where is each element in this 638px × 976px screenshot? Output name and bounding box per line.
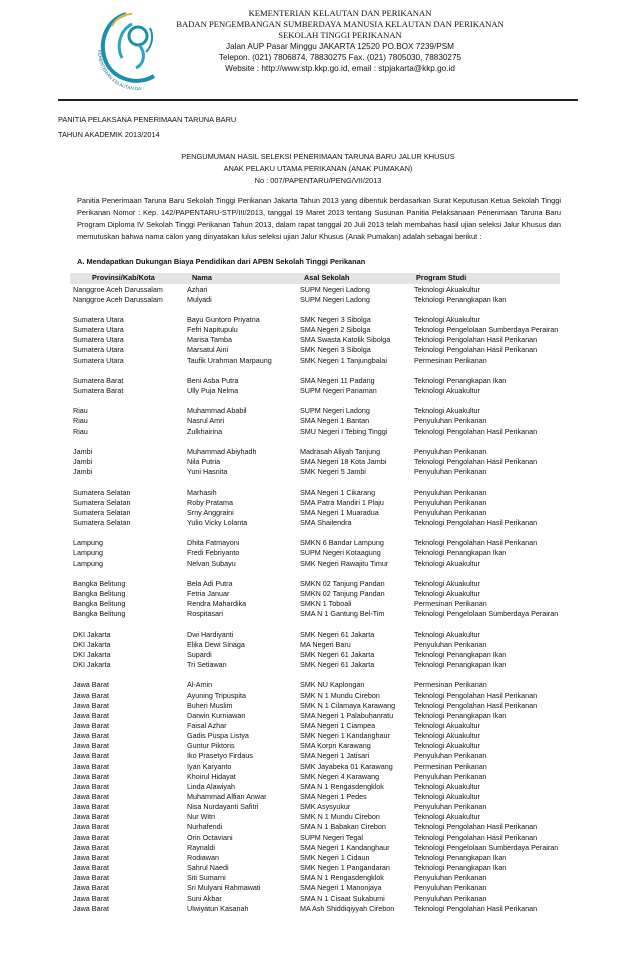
cell-provinsi: Bangka Belitung xyxy=(73,599,126,609)
cell-asal-sekolah: SMK Negeri 3 Sibolga xyxy=(300,314,371,324)
cell-provinsi: Sumatera Utara xyxy=(73,345,124,355)
cell-asal-sekolah: MA Negeri Baru xyxy=(300,639,351,649)
cell-nama: Siti Sumarni xyxy=(187,873,226,883)
cell-asal-sekolah: SMK Negeri 5 Jambi xyxy=(300,467,366,477)
cell-asal-sekolah: SMA Negeri 18 Kota Jambi xyxy=(300,457,387,466)
cell-program-studi: Teknologi Pengolahan Hasil Perikanan xyxy=(414,822,538,832)
cell-provinsi: Jawa Barat xyxy=(73,680,109,690)
cell-provinsi: Jawa Barat xyxy=(73,832,109,842)
cell-program-studi: Teknologi Penangkapan Ikan xyxy=(414,710,507,720)
cell-asal-sekolah: SMA N 1 Rengasdengklok xyxy=(300,781,384,791)
cell-nama: Azhari xyxy=(187,284,208,294)
cell-asal-sekolah: SMK N 1 Mundu Cirebon xyxy=(300,690,380,700)
cell-provinsi: Lampung xyxy=(73,548,103,558)
cell-nama: Sahrul Naedi xyxy=(187,863,229,872)
announcement-number: No : 007/PAPENTARU/PENG/VII/2013 xyxy=(254,176,382,185)
cell-program-studi: Teknologi Akuakultur xyxy=(414,792,480,801)
cell-provinsi: Jawa Barat xyxy=(73,873,109,883)
section-a-heading: A. Mendapatkan Dukungan Biaya Pendidikan dari APBN Sekolah Tinggi Perikanan xyxy=(77,257,366,266)
cell-asal-sekolah: SMA Negeri 1 Kandanghaur xyxy=(300,842,390,852)
cell-program-studi: Penyuluhan Perikanan xyxy=(414,416,487,426)
cell-provinsi: Sumatera Selatan xyxy=(73,487,131,497)
cell-program-studi: Teknologi Akuakultur xyxy=(414,589,480,598)
cell-nama: Fefri Napitupulu xyxy=(187,325,238,335)
cell-program-studi: Teknologi Pengolahan Hasil Perikanan xyxy=(414,426,538,436)
academic-year: TAHUN AKADEMIK 2013/2014 xyxy=(58,130,160,139)
cell-asal-sekolah: SMA Negeri 2 Sibolga xyxy=(300,325,371,335)
cell-nama: Rodiawan xyxy=(187,852,219,862)
cell-nama: Beni Asba Putra xyxy=(187,375,239,385)
cell-provinsi: DKI Jakarta xyxy=(73,639,111,649)
announcement-title xyxy=(58,151,578,187)
cell-asal-sekolah: Madrasah Aliyah Tanjung xyxy=(300,446,381,456)
phone-line: Telepon. (021) 7806874, 78830275 Fax. (021) 7805030, 78830275 xyxy=(218,53,462,62)
header-program-studi: Program Studi xyxy=(416,273,467,282)
cell-asal-sekolah: SMA Negeri 1 Muaradua xyxy=(300,507,379,517)
letterhead xyxy=(150,8,530,74)
cell-program-studi: Teknologi Akuakultur xyxy=(414,314,480,324)
cell-nama: Al-Amin xyxy=(187,680,213,690)
letterhead-divider xyxy=(58,99,578,101)
cell-provinsi: Jambi xyxy=(73,467,93,477)
cell-nama: Bayu Guntoro Priyatna xyxy=(187,314,260,324)
address-line: Jalan AUP Pasar Minggu JAKARTA 12520 PO.BOX 7239/PSM xyxy=(225,42,454,51)
cell-asal-sekolah: SUPM Negeri Ladong xyxy=(300,284,370,294)
cell-asal-sekolah: SMKN 02 Tanjung Pandan xyxy=(300,578,385,588)
cell-program-studi: Penyuluhan Perikanan xyxy=(414,751,487,761)
cell-asal-sekolah: SMK Negeri 61 Jakarta xyxy=(300,660,375,669)
cell-provinsi: Bangka Belitung xyxy=(73,578,126,588)
cell-program-studi: Permesinan Perikanan xyxy=(414,599,487,609)
cell-provinsi: Bangka Belitung xyxy=(73,589,126,598)
cell-program-studi: Teknologi Pengolahan Hasil Perikanan xyxy=(414,690,538,700)
cell-provinsi: Jawa Barat xyxy=(73,802,109,812)
cell-program-studi: Teknologi Penangkapan Ikan xyxy=(414,649,507,659)
cell-program-studi: Permesinan Perikanan xyxy=(414,680,487,690)
cell-nama: Gadis Puspa Listya xyxy=(187,731,249,741)
cell-provinsi: Jawa Barat xyxy=(73,700,109,710)
cell-provinsi: Jawa Barat xyxy=(73,842,109,852)
cell-asal-sekolah: MA Ash Shiddiqiyyah Cirebon xyxy=(300,903,395,913)
cell-asal-sekolah: SMA N 1 Cisaat Sukabumi xyxy=(300,893,385,903)
announcement-line1: PENGUMUMAN HASIL SELEKSI PENERIMAAN TARUNA BARU JALUR KHUSUS xyxy=(181,152,455,161)
cell-program-studi: Teknologi Akuakultur xyxy=(414,812,480,822)
cell-asal-sekolah: SMA Swasta Katolik Sibolga xyxy=(300,335,391,345)
intro-paragraph: Panitia Penerimaan Taruna Baru Sekolah Tinggi Perikanan Jakarta Tahun 2013 yang dibentuk berdasarkan Surat Keputusan Ketua Sekolah Tinggi Perikanan Nomor : Kep. 142/PAPENTARU-STP/III/2013, tanggal 19 Maret 2013 tentang Susunan Panitia Pelaksanaan Penerimaan Taruna Baru Program Diploma IV Sekolah Tinggi Perikanan Tahun 2013, dalam rapat tanggal 20 Juli 2013 telah membahas hasil ujian seleksi Jalur Khusus dan memutuskan bahwa nama calon yang dinyatakan lulus seleksi ujian Jalur Khusus (Anak Pumakan) adalah sebagai berikut : xyxy=(77,196,561,241)
cell-asal-sekolah: SMA Negeri 11 Padang xyxy=(300,375,375,385)
cell-nama: Muhammad Abiyhadh xyxy=(187,446,257,456)
cell-program-studi: Penyuluhan Perikanan xyxy=(414,883,487,893)
logo-text: KEMENTERIAN KELAUTAN DA xyxy=(96,49,142,92)
cell-program-studi: Teknologi Akuakultur xyxy=(414,781,480,791)
cell-provinsi: Jawa Barat xyxy=(73,741,109,751)
cell-nama: Dhita Fatmayoni xyxy=(187,538,240,548)
cell-provinsi: Jawa Barat xyxy=(73,771,109,781)
cell-asal-sekolah: SMK Negeri 1 Tanjungbalai xyxy=(300,355,387,365)
school-name: SEKOLAH TINGGI PERIKANAN xyxy=(278,30,402,40)
cell-asal-sekolah: SMK Negeri Rawajitu Timur xyxy=(300,558,389,568)
cell-nama: Suni Akbar xyxy=(187,893,222,903)
cell-nama: Nila Putria xyxy=(187,457,221,466)
cell-program-studi: Penyuluhan Perikanan xyxy=(414,507,487,517)
cell-nama: Faisal Azhar xyxy=(187,720,227,730)
cell-asal-sekolah: SMA Negeri 1 Jatisari xyxy=(300,751,370,761)
cell-program-studi: Teknologi Akuakultur xyxy=(414,741,480,751)
cell-program-studi: Teknologi Pengolahan Hasil Perikanan xyxy=(414,457,538,466)
cell-program-studi: Penyuluhan Perikanan xyxy=(414,446,487,456)
cell-program-studi: Teknologi Pengelolaan Sumberdaya Perairan xyxy=(414,842,559,852)
cell-program-studi: Teknologi Pengolahan Hasil Perikanan xyxy=(414,345,538,355)
cell-provinsi: Jawa Barat xyxy=(73,720,109,730)
cell-program-studi: Teknologi Akuakultur xyxy=(414,284,480,294)
cell-asal-sekolah: SMA Negeri 1 Ciampea xyxy=(300,720,376,730)
cell-provinsi: Jambi xyxy=(73,446,93,456)
cell-provinsi: Jawa Barat xyxy=(73,812,109,822)
cell-nama: Ully Puja Nelma xyxy=(187,386,239,395)
cell-provinsi: Sumatera Barat xyxy=(73,375,124,385)
cell-provinsi: Nanggroe Aceh Darussalam xyxy=(73,294,163,304)
cell-program-studi: Penyuluhan Perikanan xyxy=(414,873,487,883)
cell-asal-sekolah: SUPM Negeri Ladong xyxy=(300,406,370,416)
cell-asal-sekolah: SMK Negeri 61 Jakarta xyxy=(300,629,375,639)
header-asal-sekolah: Asal Sekolah xyxy=(304,273,350,282)
cell-asal-sekolah: SMA Negeri 1 Bantan xyxy=(300,416,370,426)
cell-program-studi: Teknologi Akuakultur xyxy=(414,731,480,741)
cell-nama: Sri Mulyani Rahmawati xyxy=(187,883,261,893)
cell-asal-sekolah: SMK Negeri 4 Karawang xyxy=(300,771,380,781)
cell-asal-sekolah: SMK Negeri 61 Jakarta xyxy=(300,649,375,659)
cell-nama: Fredi Febriyanto xyxy=(187,548,240,558)
cell-program-studi: Penyuluhan Perikanan xyxy=(414,802,487,812)
cell-provinsi: Sumatera Selatan xyxy=(73,497,131,507)
cell-nama: Yulio Vicky Lolanta xyxy=(187,517,248,527)
cell-nama: Buheri Muslim xyxy=(187,700,233,710)
cell-asal-sekolah: SMK Negeri 1 Cidaun xyxy=(300,852,370,862)
cell-asal-sekolah: SMK NU Kaplongan xyxy=(300,680,365,690)
cell-program-studi: Penyuluhan Perikanan xyxy=(414,639,487,649)
cell-program-studi: Teknologi Penangkapan Ikan xyxy=(414,852,507,862)
cell-asal-sekolah: SMA Patra Mandiri 1 Plaju xyxy=(300,497,384,507)
cell-provinsi: Jawa Barat xyxy=(73,822,109,832)
cell-provinsi: DKI Jakarta xyxy=(73,649,111,659)
cell-provinsi: DKI Jakarta xyxy=(73,629,111,639)
cell-program-studi: Penyuluhan Perikanan xyxy=(414,487,487,497)
cell-program-studi: Teknologi Penangkapan Ikan xyxy=(414,863,507,872)
cell-asal-sekolah: SMA N 1 Rengasdengklok xyxy=(300,873,384,883)
cell-provinsi: Lampung xyxy=(73,558,103,568)
cell-nama: Nelvan Subayu xyxy=(187,558,236,568)
cell-provinsi: Jawa Barat xyxy=(73,903,109,913)
cell-program-studi: Teknologi Akuakultur xyxy=(414,578,480,588)
cell-program-studi: Teknologi Akuakultur xyxy=(414,629,480,639)
cell-program-studi: Teknologi Pengolahan Hasil Perikanan xyxy=(414,335,538,345)
cell-nama: Muhammad Ababil xyxy=(187,406,247,416)
cell-nama: Marisa Tamba xyxy=(187,335,233,345)
cell-provinsi: Jawa Barat xyxy=(73,863,109,872)
svg-text:KEMENTERIAN KELAUTAN DAN PERIK xyxy=(80,6,142,91)
cell-nama: Muhammad Alfian Anwar xyxy=(187,792,267,801)
cell-asal-sekolah: SMU Negeri I Tebing Tinggi xyxy=(300,426,388,436)
announcement-line2: ANAK PELAKU UTAMA PERIKANAN (ANAK PUMAKAN) xyxy=(223,164,413,173)
cell-nama: Iyan Karyanto xyxy=(187,761,232,771)
cell-nama: Zulkhairina xyxy=(187,426,223,436)
cell-nama: Roby Pratama xyxy=(187,497,233,507)
cell-provinsi: Sumatera Barat xyxy=(73,386,124,395)
cell-nama: Orin Octaviani xyxy=(187,832,233,842)
cell-nama: Darwin Kurniawan xyxy=(187,710,246,720)
cell-provinsi: Jawa Barat xyxy=(73,710,109,720)
cell-program-studi: Teknologi Penangkapan Ikan xyxy=(414,660,507,669)
cell-nama: Marsatul Aini xyxy=(187,345,229,355)
cell-provinsi: Sumatera Utara xyxy=(73,335,124,345)
cell-asal-sekolah: SMK Negeri 1 Pangandaran xyxy=(300,863,390,872)
cell-program-studi: Teknologi Pengolahan Hasil Perikanan xyxy=(414,903,538,913)
cell-program-studi: Teknologi Pengolahan Hasil Perikanan xyxy=(414,832,538,842)
cell-provinsi: Jawa Barat xyxy=(73,792,109,801)
cell-nama: Nurhafendi xyxy=(187,822,223,832)
cell-program-studi: Penyuluhan Perikanan xyxy=(414,467,487,477)
cell-nama: Nisa Nurdayanti Safitri xyxy=(187,802,259,812)
cell-asal-sekolah: SMA Negeri 1 Manonjaya xyxy=(300,883,382,893)
cell-nama: Khoirul Hidayat xyxy=(187,771,236,781)
cell-program-studi: Permesinan Perikanan xyxy=(414,761,487,771)
cell-provinsi: Jawa Barat xyxy=(73,893,109,903)
cell-provinsi: Jawa Barat xyxy=(73,781,109,791)
cell-program-studi: Teknologi Akuakultur xyxy=(414,406,480,416)
cell-asal-sekolah: SMK N 1 Cilamaya Karawang xyxy=(300,700,396,710)
cell-nama: Ulwiyatun Kasanah xyxy=(187,903,249,913)
cell-nama: Mulyadi xyxy=(187,294,212,304)
cell-provinsi: Jambi xyxy=(73,457,93,466)
cell-asal-sekolah: SMA N 1 Gantung Bel-Tim xyxy=(300,609,385,619)
cell-provinsi: Jawa Barat xyxy=(73,761,109,771)
cell-nama: Raynaldi xyxy=(187,842,215,852)
cell-asal-sekolah: SMK Negeri 1 Kandanghaur xyxy=(300,731,390,741)
cell-nama: Marhasih xyxy=(187,487,217,497)
cell-nama: Linda Alawiyah xyxy=(187,781,235,791)
cell-asal-sekolah: SMA Negeri 1 Cikarang xyxy=(300,487,376,497)
cell-provinsi: Jawa Barat xyxy=(73,883,109,893)
cell-provinsi: Sumatera Utara xyxy=(73,314,124,324)
cell-provinsi: Jawa Barat xyxy=(73,751,109,761)
cell-nama: Guntur Piktoris xyxy=(187,741,235,751)
cell-provinsi: Nanggroe Aceh Darussalam xyxy=(73,284,163,294)
cell-asal-sekolah: SUPM Negeri Ladong xyxy=(300,294,370,304)
cell-nama: Iko Prasetyo Firdaus xyxy=(187,751,253,761)
cell-nama: Taufik Urahman Marpaung xyxy=(187,355,272,365)
cell-nama: Yuni Hasnita xyxy=(187,467,228,477)
cell-asal-sekolah: SUPM Negeri Pariaman xyxy=(300,386,377,395)
cell-program-studi: Teknologi Akuakultur xyxy=(414,386,480,395)
cell-nama: Dwi Hardiyanti xyxy=(187,629,234,639)
cell-asal-sekolah: SMA Negeri 1 Pedes xyxy=(300,792,367,801)
cell-provinsi: DKI Jakarta xyxy=(73,660,111,669)
cell-provinsi: Jawa Barat xyxy=(73,731,109,741)
cell-asal-sekolah: SMA N 1 Babakan Cirebon xyxy=(300,822,386,832)
cell-nama: Rospitasari xyxy=(187,609,223,619)
cell-program-studi: Teknologi Penangkapan Ikan xyxy=(414,294,507,304)
cell-provinsi: Sumatera Utara xyxy=(73,355,124,365)
cell-program-studi: Teknologi Pengolahan Hasil Perikanan xyxy=(414,538,538,548)
cell-provinsi: Riau xyxy=(73,406,88,416)
cell-nama: Elika Dewi Sinaga xyxy=(187,639,245,649)
cell-nama: Ayuning Tripuspita xyxy=(187,690,247,700)
cell-asal-sekolah: SUPM Negeri Kotaagung xyxy=(300,548,381,558)
cell-program-studi: Permesinan Perikanan xyxy=(414,355,487,365)
cell-provinsi: Sumatera Utara xyxy=(73,325,124,335)
cell-asal-sekolah: SMK Jayabeka 01 Karawang xyxy=(300,761,393,771)
cell-nama: Supardi xyxy=(187,649,212,659)
cell-program-studi: Teknologi Penangkapan Ikan xyxy=(414,375,507,385)
cell-asal-sekolah: SMKN 6 Bandar Lampung xyxy=(300,538,384,548)
cell-nama: Rendra Mahardika xyxy=(187,599,247,609)
website-line: Website : http://www.stp.kkp.go.id, email : stpjakarta@kkp.go.id xyxy=(225,64,455,73)
header-provinsi: Provinsi/Kab/Kota xyxy=(92,273,155,282)
committee-name: PANITIA PELAKSANA PENERIMAAN TARUNA BARU xyxy=(58,115,237,124)
cell-provinsi: Lampung xyxy=(73,538,103,548)
cell-provinsi: Bangka Belitung xyxy=(73,609,126,619)
cell-provinsi: Sumatera Selatan xyxy=(73,517,131,527)
ministry-name: KEMENTERIAN KELAUTAN DAN PERIKANAN xyxy=(248,8,432,18)
committee-block xyxy=(58,112,236,142)
agency-name: BADAN PENGEMBANGAN SUMBERDAYA MANUSIA KELAUTAN DAN PERIKANAN xyxy=(176,19,504,29)
cell-provinsi: Riau xyxy=(73,426,88,436)
cell-nama: Tri Setiawan xyxy=(187,660,227,669)
cell-program-studi: Teknologi Akuakultur xyxy=(414,558,480,568)
cell-provinsi: Jawa Barat xyxy=(73,852,109,862)
cell-provinsi: Sumatera Selatan xyxy=(73,507,131,517)
cell-asal-sekolah: SMA Shailendra xyxy=(300,517,352,527)
cell-asal-sekolah: SMK Negeri 3 Sibolga xyxy=(300,345,371,355)
cell-program-studi: Teknologi Pengelolaan Sumberdaya Perairan xyxy=(414,609,559,619)
cell-asal-sekolah: SMKN 02 Tanjung Pandan xyxy=(300,589,385,598)
header-nama: Nama xyxy=(192,273,212,282)
cell-asal-sekolah: SMK N 1 Mundu Cirebon xyxy=(300,812,380,822)
cell-nama: Nasrul Amri xyxy=(187,416,225,426)
cell-asal-sekolah: SMK Asysyukur xyxy=(300,802,351,812)
cell-nama: Fetria Januar xyxy=(187,589,230,598)
cell-program-studi: Teknologi Pengelolaan Sumberdaya Perairan xyxy=(414,325,559,335)
cell-program-studi: Penyuluhan Perikanan xyxy=(414,497,487,507)
cell-asal-sekolah: SUPM Negeri Tegal xyxy=(300,832,363,842)
cell-nama: Srny Anggraini xyxy=(187,507,234,517)
cell-program-studi: Teknologi Penangkapan Ikan xyxy=(414,548,507,558)
cell-program-studi: Teknologi Akuakultur xyxy=(414,720,480,730)
cell-provinsi: Riau xyxy=(73,416,88,426)
cell-program-studi: Penyuluhan Perikanan xyxy=(414,893,487,903)
cell-program-studi: Teknologi Pengolahan Hasil Perikanan xyxy=(414,700,538,710)
cell-asal-sekolah: SMA Korpri Karawang xyxy=(300,741,371,751)
cell-provinsi: Jawa Barat xyxy=(73,690,109,700)
cell-asal-sekolah: SMKN 1 Toboali xyxy=(300,599,352,609)
cell-asal-sekolah: SMA Negeri 1 Palabuhanratu xyxy=(300,710,394,720)
cell-program-studi: Penyuluhan Perikanan xyxy=(414,771,487,781)
cell-nama: Bela Adi Putra xyxy=(187,578,233,588)
cell-nama: Nur Witri xyxy=(187,812,215,822)
cell-program-studi: Teknologi Pengolahan Hasil Perikanan xyxy=(414,517,538,527)
